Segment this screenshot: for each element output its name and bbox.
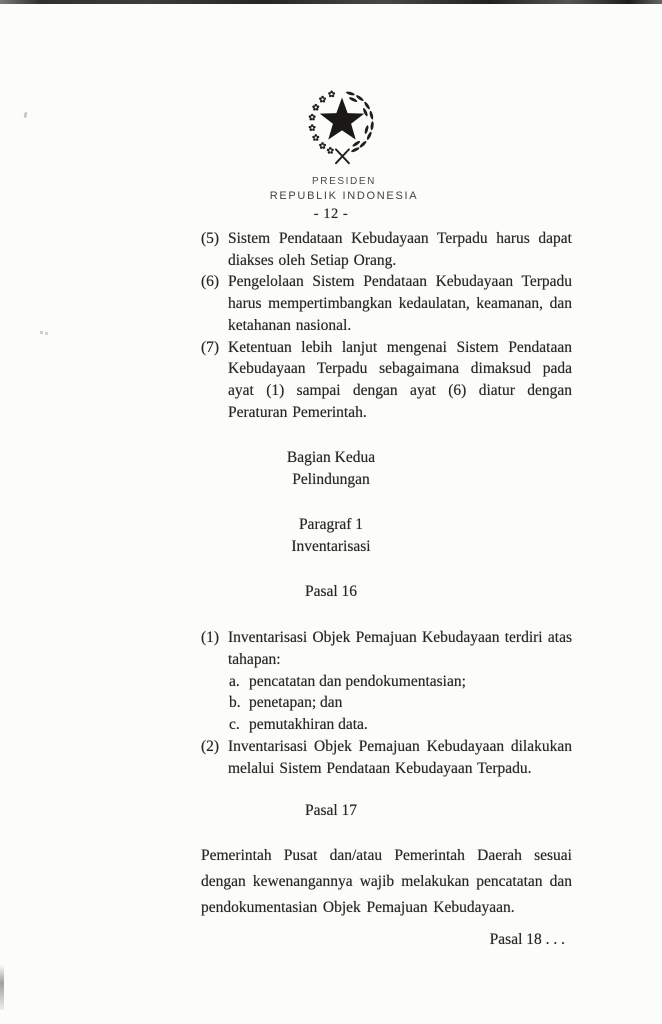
scan-speck-icon — [23, 112, 27, 118]
section-heading — [0, 447, 662, 491]
clause-text: Inventarisasi Objek Pemajuan Kebudayaan dilakukan melalui Sistem Pendataan Kebudayaan Terpadu. — [228, 737, 572, 777]
clause-body — [228, 627, 572, 736]
pasal-17-body: Pemerintah Pusat dan/atau Pemerintah Daerah sesuai dengan kewenangannya wajib melakukan pencatatan dan pendokumentasian Objek Pemajuan Kebudayaan. — [201, 847, 572, 916]
clause-item-1 — [201, 627, 572, 736]
document-body — [201, 228, 572, 949]
page-number: - 12 - — [313, 206, 349, 222]
clause-item-5 — [201, 228, 572, 271]
paragraph-title-label: Inventarisasi — [291, 538, 371, 556]
clause-text: Sistem Pendataan Kebudayaan Terpadu harus dapat diakses oleh Setiap Orang. — [228, 230, 572, 269]
section-part-label: Bagian Kedua — [286, 449, 376, 467]
paragraph-heading — [0, 514, 662, 558]
list-text: penetapan; dan — [249, 694, 343, 712]
scan-speck-icon — [40, 331, 43, 334]
letterhead — [13, 176, 662, 202]
catchword-next-pasal: Pasal 18 . . . — [489, 931, 565, 949]
list-letter: a. — [229, 672, 240, 690]
clause-item-2 — [201, 736, 572, 779]
clause-text: Pengelolaan Sistem Pendataan Kebudayaan Terpadu harus mempertimbangkan kedaulatan, keamanan, dan ketahanan nasional. — [228, 273, 572, 334]
list-text: pencatatan dan pendokumentasian; — [249, 672, 466, 690]
letterhead-country: REPUBLIK INDONESIA — [269, 190, 419, 202]
pasal-16-title: Pasal 16 — [304, 583, 358, 601]
clause-number: (7) — [201, 338, 220, 356]
clause-item-6 — [201, 271, 572, 336]
clause-number: (1) — [201, 629, 220, 647]
clause-text: Ketentuan lebih lanjut mengenai Sistem Pendataan Kebudayaan Terpadu sebagaimana dimaksud pada ayat (1) sampai dengan ayat (6) diatur dengan Peraturan Pemerintah. — [228, 338, 572, 421]
pasal-16-heading — [0, 581, 662, 603]
scan-edge-top — [0, 0, 662, 4]
pasal-17-title: Pasal 17 — [304, 802, 358, 820]
clause-number: (5) — [201, 230, 220, 247]
letterhead-authority: PRESIDEN — [312, 176, 376, 187]
national-emblem-icon — [297, 86, 387, 166]
list-item-a — [228, 671, 572, 693]
list-item-c — [228, 714, 572, 736]
paragraph-part-label: Paragraf 1 — [298, 516, 364, 534]
clause-item-7 — [201, 337, 572, 424]
clause-text: Inventarisasi Objek Pemajuan Kebudayaan terdiri atas tahapan: — [228, 629, 572, 669]
list-text: pemutakhiran data. — [249, 716, 368, 734]
star-icon — [320, 97, 364, 139]
list-letter: c. — [229, 716, 240, 734]
list-letter: b. — [229, 694, 241, 712]
clause-number: (6) — [201, 273, 220, 291]
section-title-label: Pelindungan — [292, 471, 370, 489]
scan-smudge — [0, 965, 4, 1010]
clause-number: (2) — [201, 737, 220, 755]
pasal-17-heading — [0, 800, 662, 822]
list-item-b — [228, 692, 572, 714]
